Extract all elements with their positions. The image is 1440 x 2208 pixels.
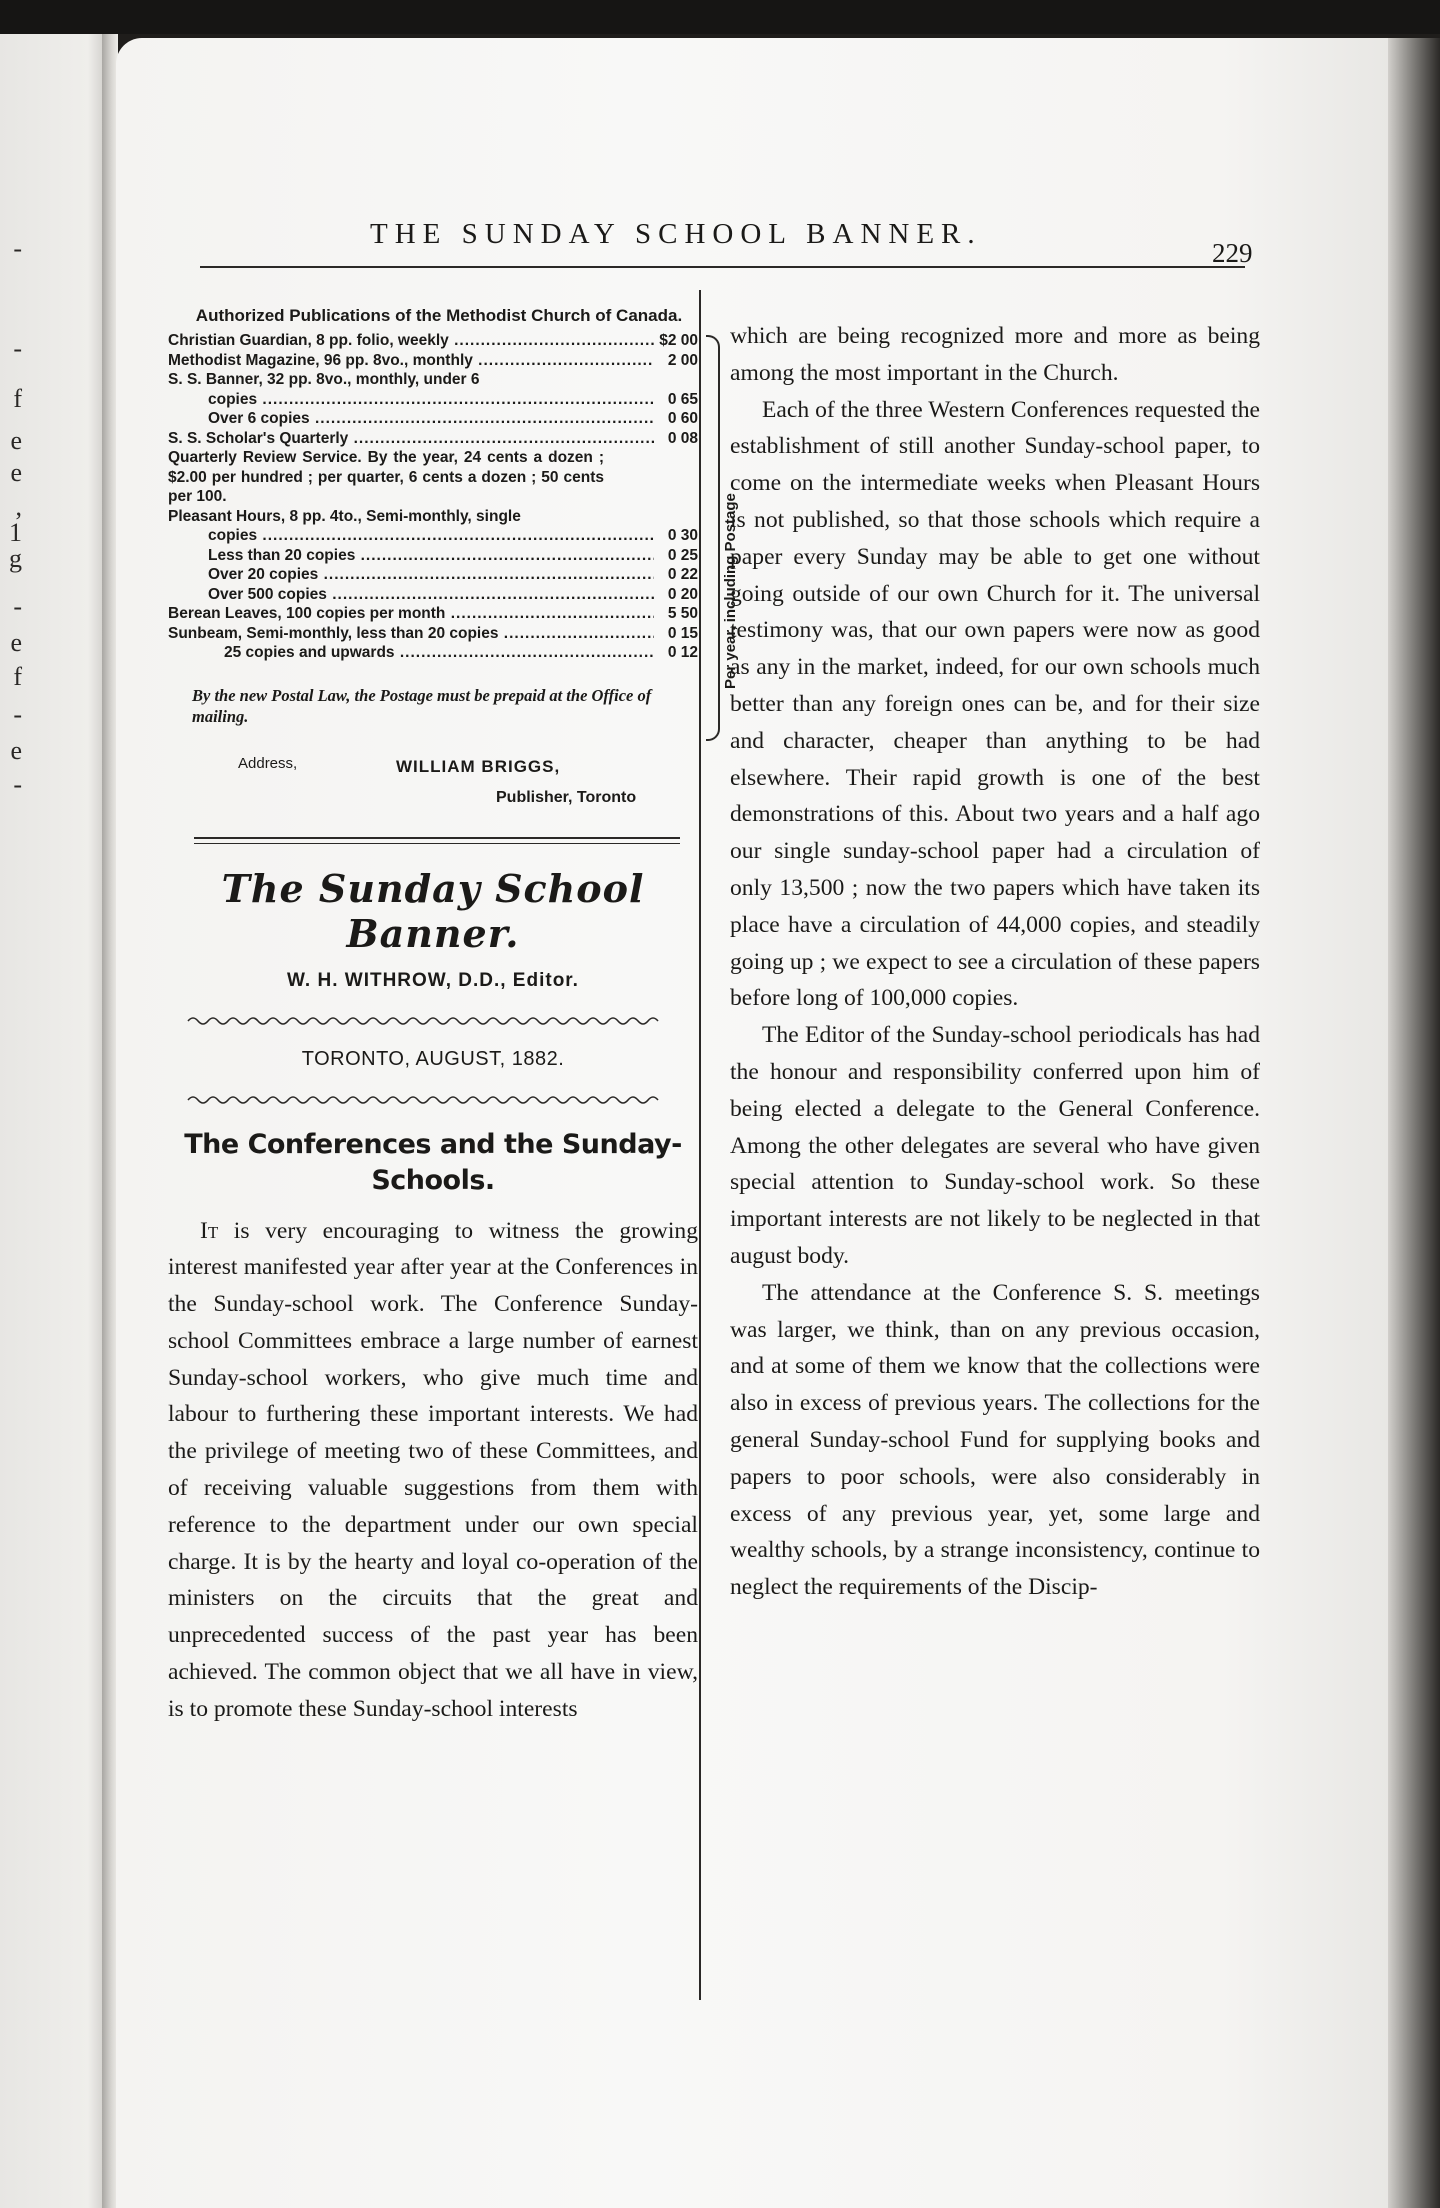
prev-page-fragment: 1 — [9, 518, 22, 547]
prev-page-fragment: - — [13, 234, 22, 263]
price-row: Berean Leaves, 100 copies per month ..... 5 50 — [168, 604, 698, 624]
left-column — [168, 306, 739, 1728]
article-paragraph: The Editor of the Sunday-school periodicals has had the honour and responsibility conferred upon him of being elected a delegate to the General Conference. Among the other delegates are several who have given special attention to Sunday-school work. So these important interests are not likely to be neglected in that august body. — [730, 1022, 1260, 1269]
publisher-role: Publisher, Toronto — [496, 788, 637, 806]
postal-note: By the new Postal Law, the Postage must be prepaid at the Office of mailing. — [192, 685, 652, 726]
dateline: TORONTO, AUGUST, 1882. — [301, 1047, 565, 1070]
publications-heading: Authorized Publications of the Methodist Church of Canada. — [195, 306, 683, 325]
column-divider — [699, 290, 701, 2000]
article-body-right — [730, 318, 1260, 1606]
prev-page-fragment: f — [13, 384, 22, 413]
article-title-line: The Conferences and the Sunday- — [184, 1128, 682, 1160]
article-paragraph: It is very encouraging to witness the growing interest manifested year after year at the Conferences in the Sunday-school work. The Conference Sunday-school Committees embrace a large number of earnest Sunday-school workers, who give much time and labour to furthering these important interests. We had the privilege of meeting two of these Committees, and of receiving valuable suggestions from them with reference to the department under our own special charge. It is by the hearty and loyal co-operation of the ministers on the circuits that the great and unprecedented success of the past year has been achieved. The common object that we all have in view, is to promote these Sunday-school interests — [168, 1217, 698, 1722]
article-paragraph: Each of the three Western Conferences requested the establishment of still another Sunday-school paper, to come on the intermediate weeks when Pleasant Hours is not published, so that those schools which require a paper every Sunday may be able to get one without going outside of our own Church for it. The universal testimony was, that our own papers were now as good as any in the market, indeed, for our own schools much better than any foreign ones can be, and for their size and character, cheaper than anything to be had elsewhere. Their rapid growth is one of the best demonstrations of this. About two years and a half ago our single sunday-school paper had a circulation of only 13,500 ; now the two papers which have taken its place have a circulation of 44,000 copies, and steadily going up ; we expect to see a circulation of these papers before long of 100,000 copies. — [730, 396, 1260, 1012]
price-brace — [706, 335, 720, 741]
prev-page-fragment: - — [13, 700, 22, 729]
prev-page-fragment: e — [10, 628, 22, 657]
running-head: THE SUNDAY SCHOOL BANNER. — [370, 218, 982, 250]
publisher-address — [168, 745, 698, 815]
prev-page-fragment: - — [13, 770, 22, 799]
prev-page-fragment: - — [13, 334, 22, 363]
price-row: S. S. Scholar's Quarterly ..... 0 08 — [168, 429, 698, 449]
price-row: Over 20 copies ..... 0 22 — [168, 565, 698, 585]
prev-page-fragment: e — [10, 736, 22, 765]
article-paragraph: The attendance at the Conference S. S. meetings was larger, we think, than on any previous occasion, and at some of them we know that the collections were also in excess of previous years. The collections for the general Sunday-school Fund for supplying books and papers to poor schools, were also considerably in excess of any previous year, yet, some large and wealthy schools, by a strange inconsistency, continue to neglect the requirements of the Discip- — [730, 1279, 1260, 1601]
header-rule — [200, 266, 1245, 268]
brace-label: Per year, including Postage — [722, 493, 739, 689]
masthead-rule — [194, 837, 680, 844]
price-row: Methodist Magazine, 96 pp. 8vo., monthly ..... 2 00 — [168, 351, 698, 371]
article-title-line: Schools. — [371, 1164, 495, 1196]
masthead-title: The Sunday School Banner. — [221, 865, 645, 956]
lead-word: It — [200, 1217, 219, 1244]
price-row: S. S. Banner, 32 pp. 8vo., monthly, under 6 — [168, 371, 480, 388]
article-title — [168, 1127, 698, 1199]
article-body-left — [168, 1213, 698, 1728]
prev-page-fragment: e — [10, 426, 22, 455]
scan-top-border — [0, 0, 1440, 34]
prev-page-fragment: g — [9, 544, 22, 573]
price-row: Sunbeam, Semi-monthly, less than 20 copies ..... 0 15 — [168, 624, 698, 644]
prev-page-fragment: - — [13, 592, 22, 621]
wavy-rule — [168, 1014, 688, 1028]
publisher-name: WILLIAM BRIGGS, — [396, 756, 561, 776]
price-row: Quarterly Review Service. By the year, 24 cents a dozen ; $2.00 per hundred ; per quarter, 6 cents a dozen ; 50 cents per 100. — [168, 449, 604, 505]
price-row: copies ..... 0 65 — [168, 390, 698, 410]
price-row: Pleasant Hours, 8 pp. 4to., Semi-monthly, single — [168, 507, 521, 525]
price-row: Christian Guardian, 8 pp. folio, weekly ..... $2 00 — [168, 331, 698, 351]
address-label: Address, — [238, 754, 298, 772]
prev-page-fragment: , — [15, 492, 22, 521]
article-paragraph: which are being recognized more and more as being among the most important in the Church. — [730, 323, 1260, 386]
price-row: Less than 20 copies ..... 0 25 — [168, 546, 698, 566]
price-row: copies ..... 0 30 — [168, 526, 698, 546]
price-row: 25 copies and upwards ..... 0 12 — [168, 643, 698, 663]
page-right-edge — [1388, 38, 1440, 2208]
wavy-rule — [168, 1093, 688, 1107]
price-row: Over 500 copies ..... 0 20 — [168, 585, 698, 605]
page-number: 229 — [1212, 238, 1253, 268]
publications-price-list — [168, 331, 739, 689]
price-row: Over 6 copies ..... 0 60 — [168, 409, 698, 429]
prev-page-fragment: f — [13, 662, 22, 691]
previous-page-edge — [0, 34, 110, 2208]
right-column — [730, 318, 1260, 1606]
editor-line: W. H. WITHROW, D.D., Editor. — [287, 969, 579, 991]
prev-page-fragment: e — [10, 458, 22, 487]
